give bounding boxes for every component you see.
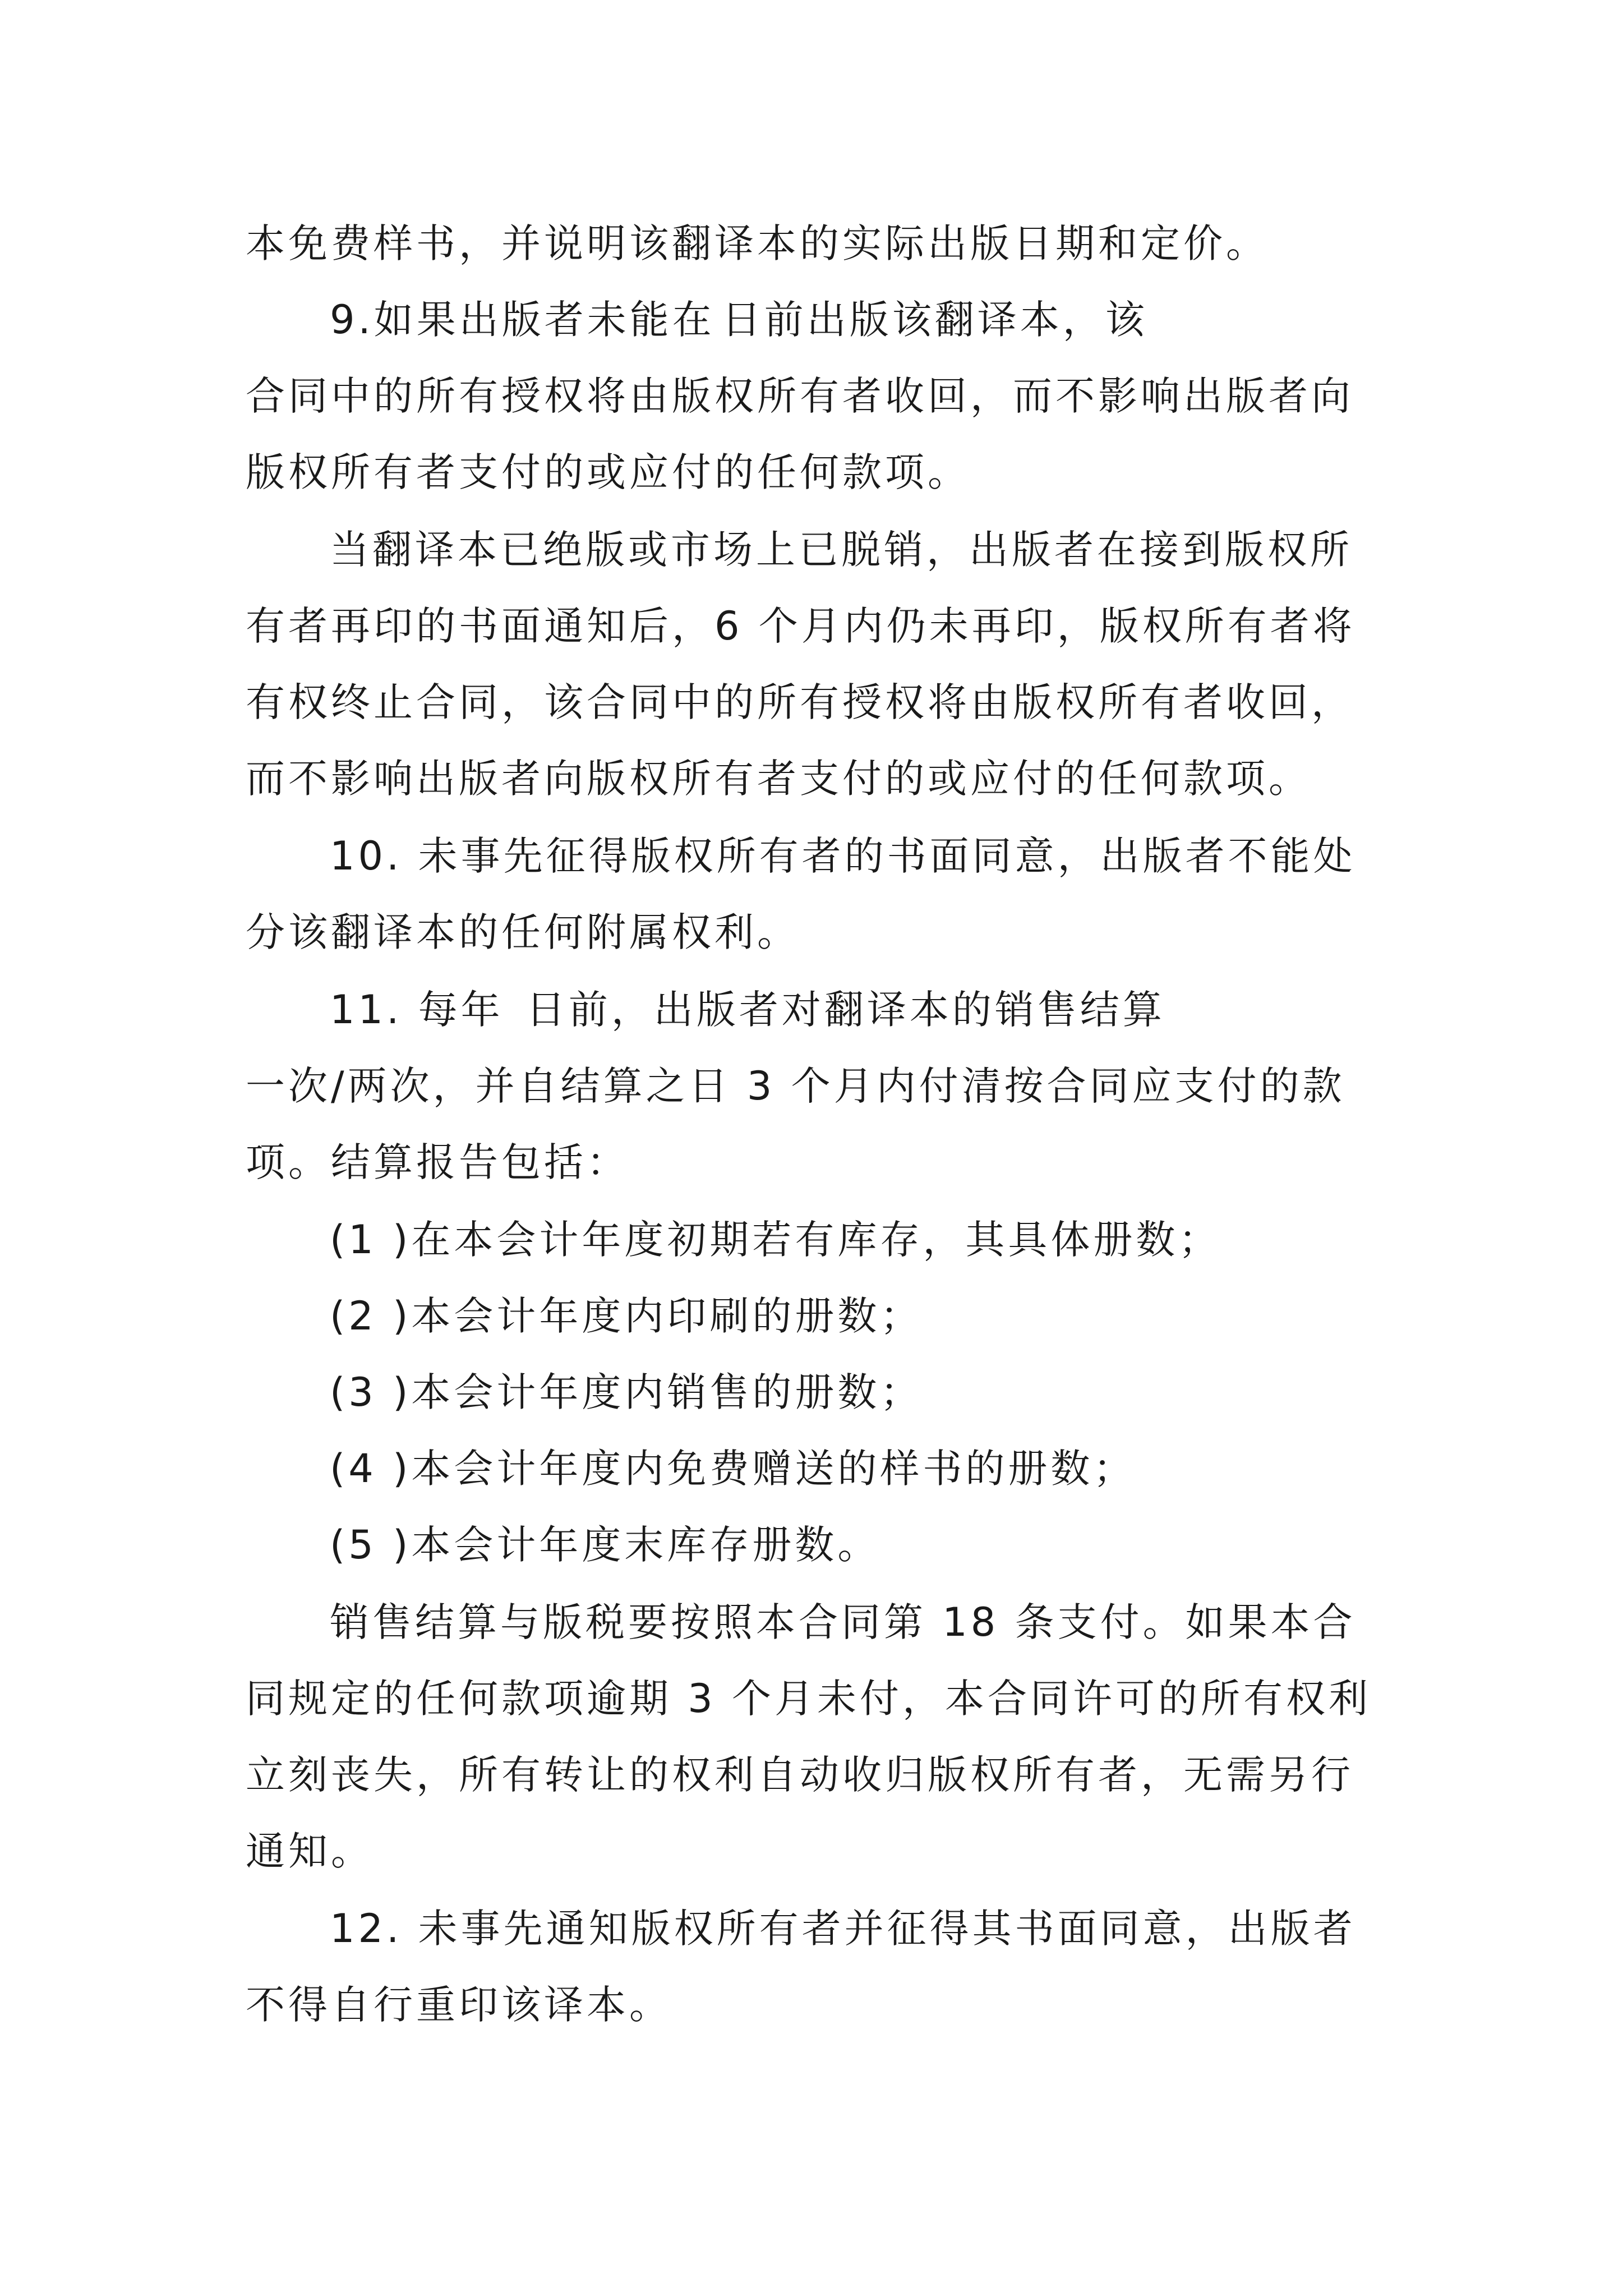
list-item	[330, 1277, 1390, 1355]
text-line	[246, 357, 1390, 435]
text-run: (5 )本会计年度末库存册数。	[330, 1522, 880, 1568]
text-run: 同规定的任何款项逾期 3 个月未付，本合同许可的所有权利	[246, 1676, 1372, 1722]
text-run: 不得自行重印该译本。	[246, 1982, 672, 2028]
text-run: 12. 未事先通知版权所有者并征得其书面同意，出版者	[330, 1906, 1356, 1952]
text-run: (4 )本会计年度内免费赠送的样书的册数；	[330, 1446, 1136, 1492]
text-run: 合同中的所有授权将由版权所有者收回，而不影响出版者向	[246, 373, 1354, 419]
text-run: 有权终止合同，该合同中的所有授权将由版权所有者收回，	[246, 679, 1354, 725]
list-item	[330, 1353, 1390, 1432]
text-run: 日前，出版者对翻译本的销售结算	[510, 987, 1165, 1033]
text-run: 项。结算报告包括：	[246, 1139, 629, 1185]
text-run: 有者再印的书面通知后，6 个月内仍未再印，版权所有者将	[246, 603, 1355, 649]
text-line	[330, 1583, 1390, 1662]
list-item	[330, 1506, 1390, 1584]
text-line	[246, 587, 1390, 665]
text-line	[246, 1812, 1390, 1890]
text-line	[246, 893, 1390, 972]
text-line	[246, 1659, 1390, 1738]
clause-11-line	[330, 970, 1390, 1049]
text-run: 通知。	[246, 1828, 374, 1874]
text-run: 立刻丧失，所有转让的权利自动收归版权所有者，无需另行	[246, 1752, 1354, 1798]
text-run: 日前出版该翻译本，该	[721, 297, 1148, 343]
text-run: 销售结算与版税要按照本合同第 18 条支付。如果本合	[330, 1599, 1356, 1645]
text-line	[246, 1736, 1390, 1814]
text-run: 版权所有者支付的或应付的任何款项。	[246, 449, 970, 495]
clause-9-line	[330, 280, 1390, 359]
text-line	[246, 1123, 1390, 1202]
text-line	[246, 1047, 1390, 1125]
text-run: 10. 未事先征得版权所有者的书面同意，出版者不能处	[330, 833, 1356, 879]
text-line	[246, 663, 1390, 742]
text-line	[246, 739, 1390, 818]
list-item	[330, 1429, 1390, 1508]
text-run: 当翻译本已绝版或市场上已脱销，出版者在接到版权所	[330, 527, 1353, 573]
text-run: 一次/两次，并自结算之日 3 个月内付清按合同应支付的款	[246, 1063, 1345, 1109]
clause-10-line	[330, 817, 1390, 895]
text-run: (3 )本会计年度内销售的册数；	[330, 1369, 923, 1415]
text-run: 而不影响出版者向版权所有者支付的或应付的任何款项。	[246, 756, 1311, 802]
text-line	[330, 510, 1390, 589]
text-line	[246, 433, 1390, 512]
text-run: (2 )本会计年度内印刷的册数；	[330, 1293, 923, 1339]
text-run: (1 )在本会计年度初期若有库存，其具体册数；	[330, 1217, 1221, 1263]
text-run: 11. 每年	[330, 987, 504, 1033]
text-run: 分该翻译本的任何附属权利。	[246, 909, 800, 955]
text-line	[246, 1966, 1390, 2044]
clause-12-line	[330, 1889, 1390, 1968]
text-run: 本免费样书，并说明该翻译本的实际出版日期和定价。	[246, 220, 1269, 266]
text-line	[246, 204, 1390, 283]
list-item	[330, 1200, 1390, 1279]
text-run: 9.如果出版者未能在	[330, 297, 715, 343]
